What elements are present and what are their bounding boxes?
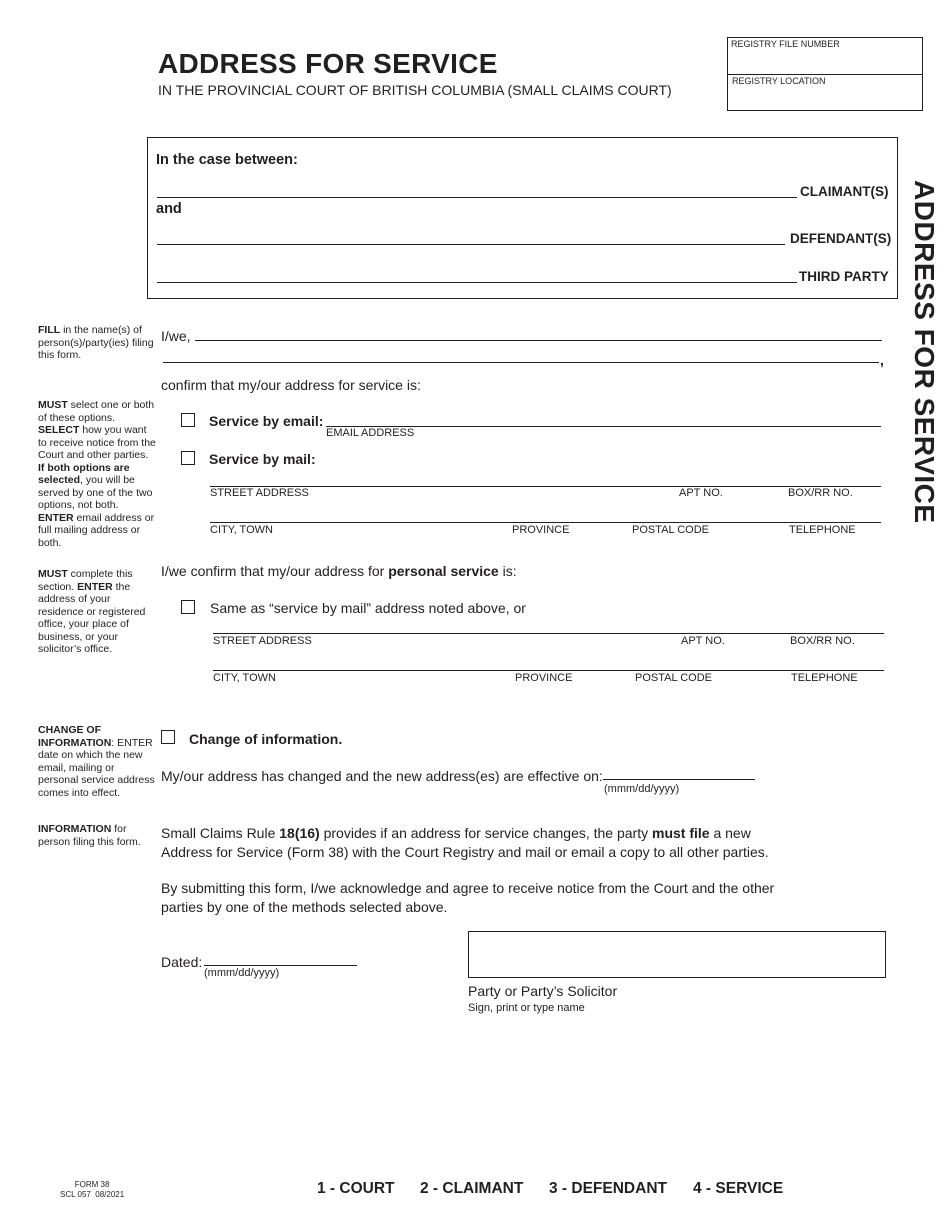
mail-telephone-label: TELEPHONE [789, 524, 856, 536]
mail-box-label: BOX/RR NO. [788, 487, 853, 499]
personal-province-label: PROVINCE [515, 672, 573, 684]
confirm-text: confirm that my/our address for service is: [161, 377, 421, 393]
side-note-enter-text: email address or full mailing address or both. [38, 511, 155, 549]
personal-city-label: CITY, TOWN [213, 672, 276, 684]
side-note-fill [38, 324, 156, 362]
info-p1-c: a new [709, 825, 751, 841]
change-info-option: Change of information. [189, 731, 343, 747]
mail-city-line [210, 522, 881, 523]
personal-street-label: STREET ADDRESS [213, 635, 312, 647]
side-note-change [38, 724, 156, 799]
copy-court: 1 - COURT [317, 1180, 395, 1197]
form-number: FORM 38 [74, 1180, 110, 1189]
registry-box [727, 37, 923, 111]
mail-street-label: STREET ADDRESS [210, 487, 309, 499]
mail-postal-label: POSTAL CODE [632, 524, 710, 536]
service-mail-option: Service by mail: [209, 451, 316, 467]
service-email-checkbox[interactable] [181, 413, 195, 427]
registry-location-label: REGISTRY LOCATION [732, 76, 826, 86]
info-paragraph-1 [161, 824, 769, 862]
side-note-enter2-text: the address of your residence or registered office, your place of business, or your solicitor’s office. [38, 580, 146, 655]
side-note-both-bold: If both options are selected [38, 461, 130, 486]
side-note-must-text: select one or both of these options. [38, 399, 155, 424]
side-note-service-options [38, 399, 156, 549]
case-between-box [147, 137, 898, 299]
side-note-information [38, 823, 156, 848]
registry-file-number-label: REGISTRY FILE NUMBER [731, 39, 840, 49]
side-note-personal [38, 568, 156, 656]
mail-province-label: PROVINCE [512, 524, 570, 536]
claimant-label: CLAIMANT(S) [800, 184, 889, 199]
form-title: ADDRESS FOR SERVICE [158, 48, 498, 79]
copy-service: 4 - SERVICE [693, 1180, 784, 1197]
copy-defendant: 3 - DEFENDANT [549, 1180, 667, 1197]
side-note-must2-bold: MUST [38, 568, 68, 580]
info-p1-a: Small Claims Rule [161, 825, 280, 841]
personal-box-label: BOX/RR NO. [790, 635, 855, 647]
mail-street-line [210, 486, 881, 487]
info-paragraph-1-line-1 [161, 824, 769, 843]
change-effective-text: My/our address has changed and the new address(es) are effective on: [161, 768, 603, 784]
dated-label: Dated: [161, 954, 203, 970]
filer-name-line-1 [195, 340, 882, 341]
side-note-both-text: , you will be served by one of the two options, not both. [38, 474, 153, 511]
personal-apt-label: APT NO. [681, 635, 725, 647]
filer-name-line-2 [163, 362, 879, 363]
side-note-change-text: : ENTER date on which the new email, mailing or personal service address comes into effect. [38, 736, 155, 799]
side-note-select-text: how you want to receive notice from the Court and other parties. [38, 424, 156, 461]
side-note-enter-bold: ENTER [38, 511, 74, 524]
signature-box[interactable] [468, 931, 886, 978]
form-identifier [60, 1180, 124, 1200]
side-note-info-bold: INFORMATION [38, 823, 112, 835]
claimant-line [157, 197, 797, 198]
info-p1-rule: 18(16) [279, 825, 320, 841]
personal-text-bold: personal service [388, 563, 499, 579]
side-note-select-bold: SELECT [38, 424, 80, 436]
info-paragraph-2-line-1: By submitting this form, I/we acknowledge and agree to receive notice from the Court and the other [161, 880, 775, 896]
personal-text-after: is: [498, 563, 517, 579]
change-date-hint: (mmm/dd/yyyy) [604, 783, 680, 795]
service-email-option: Service by email: [209, 413, 324, 429]
side-note-info-text: for person filing this form. [38, 823, 141, 848]
service-mail-checkbox[interactable] [181, 451, 195, 465]
info-p1-must: must file [652, 825, 710, 841]
email-label: EMAIL ADDRESS [326, 427, 415, 439]
party-solicitor-label: Party or Party’s Solicitor [468, 983, 618, 999]
info-paragraph-2 [161, 879, 774, 917]
dated-hint: (mmm/dd/yyyy) [204, 967, 280, 979]
side-note-fill-text: in the name(s) of person(s)/party(ies) filing this form. [38, 324, 154, 361]
form-subtitle: IN THE PROVINCIAL COURT OF BRITISH COLUMBIA (SMALL CLAIMS COURT) [158, 82, 672, 98]
registry-divider [728, 74, 922, 75]
side-note-enter2-bold: ENTER [77, 580, 113, 593]
side-note-must-bold: MUST [38, 399, 68, 411]
form-code: SCL 057 08/2021 [60, 1190, 125, 1199]
info-paragraph-1-line-2: Address for Service (Form 38) with the Court Registry and mail or email a copy to all other parties. [161, 844, 769, 860]
personal-postal-label: POSTAL CODE [635, 672, 713, 684]
third-party-line [157, 282, 797, 283]
copy-claimant: 2 - CLAIMANT [420, 1180, 524, 1197]
side-note-must2-text: complete this section. [38, 568, 133, 593]
mail-apt-label: APT NO. [679, 487, 723, 499]
personal-service-text [161, 563, 517, 579]
info-paragraph-2-line-2: parties by one of the methods selected above. [161, 899, 448, 915]
mail-city-label: CITY, TOWN [210, 524, 273, 536]
personal-street-line [213, 633, 884, 634]
and-label: and [156, 201, 182, 217]
sign-hint: Sign, print or type name [468, 1002, 585, 1014]
defendant-label: DEFENDANT(S) [790, 231, 892, 246]
case-heading: In the case between: [156, 152, 298, 168]
dated-line [204, 965, 357, 966]
side-note-fill-bold: FILL [38, 324, 61, 336]
filer-prefix: I/we, [161, 328, 191, 344]
same-as-mail-option: Same as “service by mail” address noted above, or [210, 600, 526, 616]
change-info-checkbox[interactable] [161, 730, 175, 744]
third-party-label: THIRD PARTY [799, 269, 889, 284]
side-note-change-bold: CHANGE OF INFORMATION [38, 724, 112, 749]
filer-comma: , [880, 352, 884, 368]
side-title: ADDRESS FOR SERVICE [909, 180, 940, 524]
personal-city-line [213, 670, 884, 671]
change-date-line [603, 779, 755, 780]
personal-telephone-label: TELEPHONE [791, 672, 858, 684]
personal-text-before: I/we confirm that my/our address for [161, 563, 389, 579]
defendant-line [157, 244, 785, 245]
same-as-mail-checkbox[interactable] [181, 600, 195, 614]
info-p1-b: provides if an address for service changes, the party [319, 825, 652, 841]
